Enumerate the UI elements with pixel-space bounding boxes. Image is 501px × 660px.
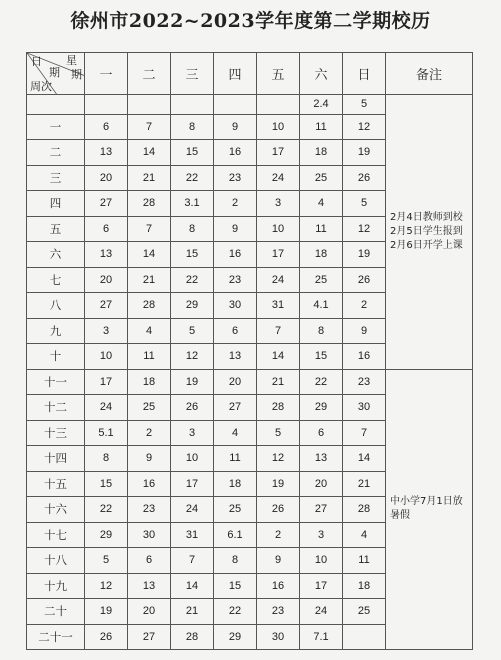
- date-cell: 3: [85, 318, 128, 344]
- date-cell: 5: [343, 191, 386, 217]
- week-number-cell: 二: [27, 140, 85, 166]
- date-cell: 16: [257, 573, 300, 599]
- date-cell: 21: [171, 599, 214, 625]
- date-cell: 10: [85, 344, 128, 370]
- date-cell: 15: [171, 242, 214, 268]
- date-cell: 4: [128, 318, 171, 344]
- date-cell: 9: [214, 114, 257, 140]
- corner-label-day: 日: [31, 55, 42, 68]
- corner-label-qi1: 期: [49, 66, 60, 79]
- date-cell: 25: [300, 165, 343, 191]
- date-cell: 19: [343, 140, 386, 166]
- date-cell: 7: [171, 548, 214, 574]
- date-cell: 8: [171, 216, 214, 242]
- date-cell: 18: [343, 573, 386, 599]
- date-cell: 2: [128, 420, 171, 446]
- remarks-cell: [386, 369, 473, 650]
- date-cell: 20: [85, 165, 128, 191]
- date-cell: 27: [85, 293, 128, 319]
- date-cell: 23: [214, 165, 257, 191]
- week-number-cell: 四: [27, 191, 85, 217]
- remark-line: 2月5日学生报到: [390, 225, 463, 237]
- date-cell: 3: [171, 420, 214, 446]
- date-cell: [257, 95, 300, 115]
- date-cell: 8: [171, 114, 214, 140]
- date-cell: 19: [343, 242, 386, 268]
- weekday-header: 六: [300, 53, 343, 95]
- date-cell: 27: [85, 191, 128, 217]
- weekday-header: 五: [257, 53, 300, 95]
- date-cell: 18: [300, 242, 343, 268]
- date-cell: 13: [128, 573, 171, 599]
- date-cell: 31: [171, 522, 214, 548]
- date-cell: 9: [128, 446, 171, 472]
- corner-label-week: 周次: [30, 80, 52, 93]
- date-cell: 4: [214, 420, 257, 446]
- week-number-cell: 七: [27, 267, 85, 293]
- calendar-body: [27, 95, 473, 650]
- remarks-cell: [386, 95, 473, 370]
- date-cell: 28: [343, 497, 386, 523]
- date-cell: 27: [300, 497, 343, 523]
- date-cell: 14: [128, 140, 171, 166]
- date-cell: 9: [343, 318, 386, 344]
- date-cell: 27: [214, 395, 257, 421]
- date-cell: 14: [128, 242, 171, 268]
- date-cell: 24: [85, 395, 128, 421]
- date-cell: 16: [128, 471, 171, 497]
- date-cell: 2: [343, 293, 386, 319]
- date-cell: 3: [300, 522, 343, 548]
- date-cell: [85, 95, 128, 115]
- date-cell: 24: [257, 165, 300, 191]
- date-cell: 23: [343, 369, 386, 395]
- weekday-header: 一: [85, 53, 128, 95]
- date-cell: 22: [171, 165, 214, 191]
- date-cell: 22: [85, 497, 128, 523]
- date-cell: 21: [257, 369, 300, 395]
- date-cell: 26: [343, 165, 386, 191]
- date-cell: 21: [128, 267, 171, 293]
- date-cell: 14: [257, 344, 300, 370]
- date-cell: 20: [128, 599, 171, 625]
- date-cell: 12: [257, 446, 300, 472]
- date-cell: 15: [214, 573, 257, 599]
- date-cell: [343, 624, 386, 650]
- weekday-header: 日: [343, 53, 386, 95]
- date-cell: 5: [85, 548, 128, 574]
- date-cell: 4: [343, 522, 386, 548]
- date-cell: 4.1: [300, 293, 343, 319]
- corner-label-star: 星: [66, 54, 77, 67]
- date-cell: 22: [171, 267, 214, 293]
- date-cell: 15: [300, 344, 343, 370]
- week-number-cell: [27, 95, 85, 115]
- week-number-cell: 十六: [27, 497, 85, 523]
- week-number-cell: 十四: [27, 446, 85, 472]
- date-cell: 31: [257, 293, 300, 319]
- week-number-cell: 八: [27, 293, 85, 319]
- date-cell: 17: [257, 140, 300, 166]
- date-cell: 10: [300, 548, 343, 574]
- date-cell: 2: [214, 191, 257, 217]
- date-cell: 2.4: [300, 95, 343, 115]
- date-cell: 18: [300, 140, 343, 166]
- date-cell: 15: [171, 140, 214, 166]
- date-cell: 23: [128, 497, 171, 523]
- date-cell: 12: [85, 573, 128, 599]
- date-cell: 7: [343, 420, 386, 446]
- date-cell: 5: [343, 95, 386, 115]
- date-cell: 17: [300, 573, 343, 599]
- date-cell: 7: [257, 318, 300, 344]
- date-cell: 12: [343, 114, 386, 140]
- date-cell: 30: [214, 293, 257, 319]
- date-cell: 16: [214, 140, 257, 166]
- date-cell: 11: [300, 114, 343, 140]
- date-cell: 7: [128, 216, 171, 242]
- date-cell: 8: [214, 548, 257, 574]
- date-cell: 13: [214, 344, 257, 370]
- date-cell: 6: [300, 420, 343, 446]
- date-cell: 23: [257, 599, 300, 625]
- date-cell: 16: [214, 242, 257, 268]
- week-number-cell: 五: [27, 216, 85, 242]
- date-cell: 20: [85, 267, 128, 293]
- date-cell: 28: [257, 395, 300, 421]
- date-cell: 11: [343, 548, 386, 574]
- week-number-cell: 十八: [27, 548, 85, 574]
- date-cell: 26: [171, 395, 214, 421]
- date-cell: 17: [85, 369, 128, 395]
- table-row: [27, 95, 473, 115]
- date-cell: 6.1: [214, 522, 257, 548]
- date-cell: 20: [214, 369, 257, 395]
- date-cell: 13: [85, 242, 128, 268]
- week-number-cell: 十五: [27, 471, 85, 497]
- table-row: [27, 369, 473, 395]
- week-number-cell: 六: [27, 242, 85, 268]
- date-cell: 16: [343, 344, 386, 370]
- date-cell: 22: [300, 369, 343, 395]
- week-number-cell: 十: [27, 344, 85, 370]
- date-cell: 19: [257, 471, 300, 497]
- date-cell: 8: [85, 446, 128, 472]
- date-cell: 11: [128, 344, 171, 370]
- date-cell: 4: [300, 191, 343, 217]
- date-cell: 28: [128, 293, 171, 319]
- date-cell: 22: [214, 599, 257, 625]
- date-cell: 24: [300, 599, 343, 625]
- date-cell: 17: [171, 471, 214, 497]
- remark-line: 2月4日教师到校: [390, 211, 463, 223]
- week-number-cell: 十三: [27, 420, 85, 446]
- week-number-cell: 三: [27, 165, 85, 191]
- date-cell: 5.1: [85, 420, 128, 446]
- date-cell: 30: [257, 624, 300, 650]
- remarks-header: 备注: [386, 53, 473, 95]
- week-number-cell: 十九: [27, 573, 85, 599]
- date-cell: 25: [343, 599, 386, 625]
- weekday-header: 二: [128, 53, 171, 95]
- date-cell: 29: [171, 293, 214, 319]
- date-cell: 9: [214, 216, 257, 242]
- date-cell: 21: [128, 165, 171, 191]
- date-cell: 6: [214, 318, 257, 344]
- date-cell: 29: [300, 395, 343, 421]
- date-cell: 29: [214, 624, 257, 650]
- date-cell: 6: [85, 114, 128, 140]
- date-cell: 26: [257, 497, 300, 523]
- date-cell: 5: [257, 420, 300, 446]
- date-cell: 14: [343, 446, 386, 472]
- date-cell: 18: [128, 369, 171, 395]
- corner-header-cell: [27, 53, 85, 95]
- date-cell: 13: [300, 446, 343, 472]
- week-number-cell: 十二: [27, 395, 85, 421]
- date-cell: 8: [300, 318, 343, 344]
- date-cell: 20: [300, 471, 343, 497]
- school-calendar-table: [26, 52, 473, 650]
- date-cell: 6: [85, 216, 128, 242]
- remark-line: 中小学7月1日放: [390, 496, 463, 508]
- weekday-header: 三: [171, 53, 214, 95]
- date-cell: 2: [257, 522, 300, 548]
- week-number-cell: 九: [27, 318, 85, 344]
- date-cell: 21: [343, 471, 386, 497]
- date-cell: 10: [257, 216, 300, 242]
- week-number-cell: 二十: [27, 599, 85, 625]
- date-cell: 25: [300, 267, 343, 293]
- date-cell: 7.1: [300, 624, 343, 650]
- date-cell: [171, 95, 214, 115]
- date-cell: 19: [85, 599, 128, 625]
- date-cell: 26: [85, 624, 128, 650]
- date-cell: 15: [85, 471, 128, 497]
- date-cell: 7: [128, 114, 171, 140]
- date-cell: 11: [300, 216, 343, 242]
- week-number-cell: 二十一: [27, 624, 85, 650]
- date-cell: 28: [128, 191, 171, 217]
- weekday-header: 四: [214, 53, 257, 95]
- date-cell: 12: [343, 216, 386, 242]
- date-cell: 6: [128, 548, 171, 574]
- date-cell: 28: [171, 624, 214, 650]
- date-cell: 30: [128, 522, 171, 548]
- date-cell: 25: [128, 395, 171, 421]
- week-number-cell: 十七: [27, 522, 85, 548]
- date-cell: 25: [214, 497, 257, 523]
- date-cell: 10: [257, 114, 300, 140]
- header-row: [27, 53, 473, 95]
- date-cell: 27: [128, 624, 171, 650]
- date-cell: 17: [257, 242, 300, 268]
- corner-label-qi2: 期: [71, 68, 82, 81]
- date-cell: 10: [171, 446, 214, 472]
- date-cell: 24: [171, 497, 214, 523]
- date-cell: 26: [343, 267, 386, 293]
- date-cell: [128, 95, 171, 115]
- date-cell: 5: [171, 318, 214, 344]
- date-cell: 24: [257, 267, 300, 293]
- date-cell: 9: [257, 548, 300, 574]
- date-cell: 12: [171, 344, 214, 370]
- date-cell: 3: [257, 191, 300, 217]
- date-cell: 23: [214, 267, 257, 293]
- date-cell: 30: [343, 395, 386, 421]
- date-cell: [214, 95, 257, 115]
- remark-line: 暑假: [390, 510, 410, 522]
- date-cell: 3.1: [171, 191, 214, 217]
- remark-line: 2月6日开学上课: [390, 239, 463, 251]
- week-number-cell: 十一: [27, 369, 85, 395]
- date-cell: 29: [85, 522, 128, 548]
- date-cell: 18: [214, 471, 257, 497]
- date-cell: 11: [214, 446, 257, 472]
- date-cell: 13: [85, 140, 128, 166]
- week-number-cell: 一: [27, 114, 85, 140]
- date-cell: 19: [171, 369, 214, 395]
- date-cell: 14: [171, 573, 214, 599]
- page-title: 徐州市2022~2023学年度第二学期校历: [70, 10, 431, 32]
